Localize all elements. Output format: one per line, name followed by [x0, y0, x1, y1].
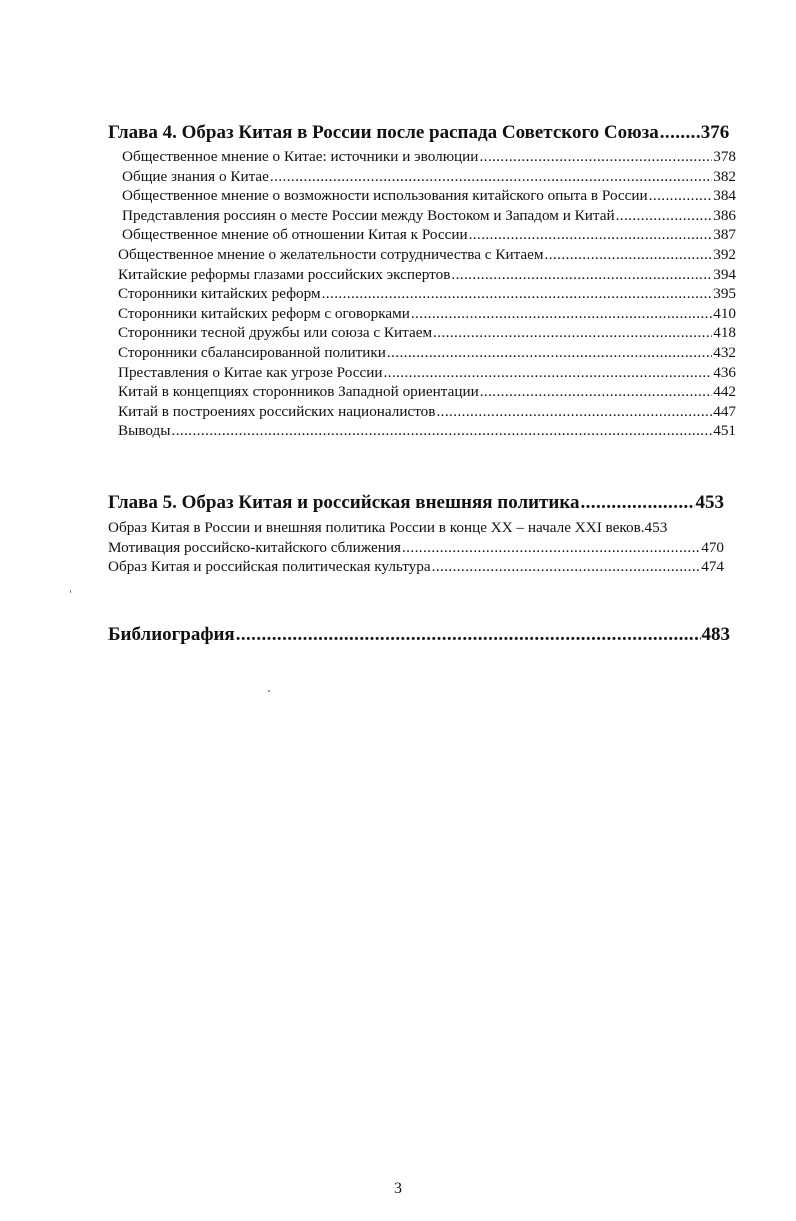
bibliography-page: 483 — [701, 624, 730, 645]
toc-entry — [108, 382, 736, 402]
entry-title: Мотивация российско-китайского сближения — [108, 538, 401, 556]
entry-page: 436 — [713, 363, 736, 381]
entry-page: 451 — [713, 422, 736, 440]
toc-entry — [108, 402, 736, 422]
entry-page: 387 — [713, 226, 736, 244]
chapter-4-page: 376 — [700, 122, 730, 143]
toc-entry — [108, 557, 724, 577]
chapter-4-heading — [108, 120, 736, 146]
toc-entry — [108, 538, 724, 558]
entry-page: 418 — [713, 324, 736, 342]
dot-leader — [451, 265, 712, 285]
dot-leader — [172, 421, 713, 441]
dot-leader — [649, 186, 713, 206]
scan-speck — [268, 690, 270, 692]
entry-title: Общественное мнение об отношении Китая к России — [122, 226, 468, 244]
dot-leader — [480, 382, 713, 402]
toc-entry — [108, 245, 736, 265]
dot-leader — [383, 363, 712, 383]
toc-entry — [108, 147, 736, 167]
entry-title: Преставления о Китае как угрозе России — [118, 363, 383, 381]
toc-entry — [108, 284, 736, 304]
dot-leader — [433, 323, 712, 343]
toc-entry — [108, 167, 736, 187]
entry-title: Китайские реформы глазами российских экспертов — [118, 265, 451, 283]
toc-entry — [108, 206, 736, 226]
chapter-5-page: 453 — [695, 492, 724, 513]
toc-chapter-4 — [108, 120, 736, 441]
entry-page: 395 — [713, 285, 736, 303]
entry-page: 382 — [713, 167, 736, 185]
dot-leader — [432, 557, 701, 577]
scan-speck — [70, 590, 71, 593]
toc-entry — [108, 363, 736, 383]
entry-page: 394 — [713, 265, 736, 283]
toc-entry — [108, 265, 736, 285]
dot-leader — [411, 304, 712, 324]
entry-title: Сторонники тесной дружбы или союза с Китаем — [118, 324, 433, 342]
dot-leader — [270, 167, 712, 187]
entry-title: Представления россиян о месте России между Востоком и Западом и Китай — [122, 206, 615, 224]
entry-title: Сторонники китайских реформ с оговорками — [118, 304, 410, 322]
entry-page: 378 — [713, 148, 736, 165]
entry-page: 384 — [713, 187, 736, 205]
dot-leader — [581, 490, 695, 516]
toc-entry — [108, 225, 736, 245]
entry-page: 410 — [713, 304, 736, 322]
dot-leader — [616, 206, 713, 226]
page-number: 3 — [394, 1180, 402, 1197]
toc-entry — [108, 421, 736, 441]
entry-page: 470 — [701, 538, 724, 556]
bibliography-title: Библиография — [108, 624, 235, 645]
entry-page: 447 — [713, 402, 736, 420]
dot-leader — [236, 622, 701, 648]
chapter-5-title: Глава 5. Образ Китая и российская внешняя политика — [108, 492, 580, 513]
entry-title: Общественное мнение о Китае: источники и эволюции — [122, 148, 479, 165]
dot-leader — [436, 402, 712, 422]
toc-entry — [108, 304, 736, 324]
dot-leader — [479, 147, 712, 167]
toc-entry — [108, 323, 736, 343]
toc-entry — [108, 186, 736, 206]
dot-leader — [469, 225, 713, 245]
toc-bibliography — [108, 622, 730, 648]
entry-title: Общественное мнение о желательности сотрудничества с Китаем — [118, 245, 544, 263]
entry-page: 386 — [713, 206, 736, 224]
chapter-5-heading — [108, 490, 724, 516]
entry-title: Китай в концепциях сторонников Западной ориентации — [118, 383, 479, 401]
toc-entry — [108, 343, 736, 363]
dot-leader — [322, 284, 713, 304]
entry-page: 474 — [701, 558, 724, 576]
entry-title: Выводы — [118, 422, 171, 440]
dot-leader — [660, 120, 700, 146]
entry-title: Сторонники китайских реформ — [118, 285, 321, 303]
entry-page: 453 — [644, 519, 668, 536]
entry-page: 442 — [713, 383, 736, 401]
dot-leader — [387, 343, 712, 363]
toc-entry — [108, 518, 724, 538]
dot-leader — [545, 245, 713, 265]
entry-title: Образ Китая в России и внешняя политика России в конце XX – начале XXI веков. — [108, 519, 645, 536]
entry-page: 392 — [713, 245, 736, 263]
entry-page: 432 — [713, 343, 736, 361]
entry-title: Общие знания о Китае — [122, 167, 269, 185]
entry-title: Сторонники сбалансированной политики — [118, 343, 386, 361]
entry-title: Общественное мнение о возможности использования китайского опыта в России — [122, 187, 648, 205]
entry-title: Китай в построениях российских националистов — [118, 402, 436, 420]
chapter-4-title: Глава 4. Образ Китая в России после распада Советского Союза — [108, 122, 659, 143]
entry-title: Образ Китая и российская политическая культура — [108, 558, 431, 576]
bibliography-heading — [108, 622, 730, 648]
toc-chapter-5 — [108, 490, 724, 577]
dot-leader — [402, 538, 700, 558]
